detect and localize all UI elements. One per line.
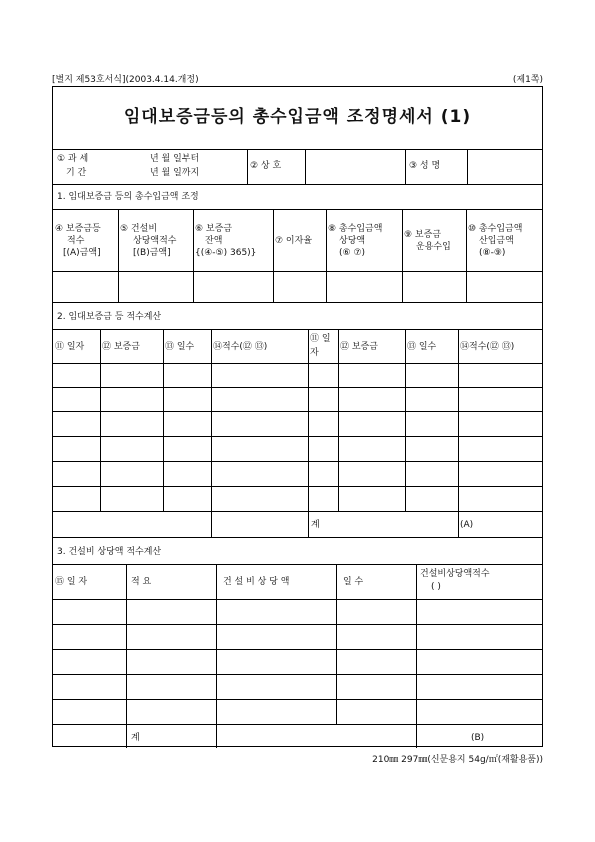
s2-date-header-right: ⑪ 일: [310, 334, 331, 344]
divider: [126, 564, 127, 748]
divider: [53, 271, 542, 272]
divider: [53, 436, 542, 437]
s2-date-header-right: 자: [310, 348, 319, 358]
col10-header: ⑩ 총수입금액: [468, 224, 523, 234]
period-label: 기 간: [66, 168, 87, 178]
s3-sum-header: 건설비상당액적수: [420, 569, 490, 579]
divider: [273, 209, 274, 302]
s3-desc-header: 적 요: [131, 577, 152, 587]
col4-header: 적수: [67, 236, 85, 246]
form-title: 임대보증금등의 총수입금액 조정명세서 (1): [123, 107, 472, 127]
s3-total-label: 계: [131, 733, 140, 743]
col6-header: {(④-⑤) 365)}: [195, 248, 257, 258]
col6-header: ⑥ 보증금: [195, 224, 233, 234]
col9-header: ⑨ 보증금: [404, 230, 442, 240]
divider: [53, 209, 542, 210]
col8-header: (⑥ ⑦): [339, 248, 366, 258]
section3-title: 3. 건설비 상당액 적수계산: [57, 547, 162, 557]
divider: [53, 363, 542, 364]
divider: [467, 149, 468, 184]
divider: [405, 149, 406, 184]
divider: [163, 329, 164, 511]
divider: [53, 302, 542, 303]
col4-header: [(A)금액]: [63, 248, 101, 258]
form-number: [별지 제53호서식](2003.4.14.개정): [52, 75, 199, 85]
col4-header: ④ 보증금등: [55, 224, 101, 234]
name-label: ③ 성 명: [409, 161, 441, 171]
col6-header: 잔액: [205, 236, 223, 246]
divider: [338, 329, 339, 511]
divider: [118, 209, 119, 302]
section2-title: 2. 임대보증금 등 적수계산: [57, 312, 162, 322]
s3-total-value: (B): [471, 733, 485, 743]
divider: [458, 329, 459, 537]
period-to[interactable]: 년 월 일까지: [150, 168, 200, 178]
s3-sum-header: ( ): [431, 582, 441, 592]
divider: [53, 387, 542, 388]
divider: [402, 209, 403, 302]
s2-deposit-header-right: ⑫ 보증금: [340, 342, 378, 352]
divider: [53, 329, 542, 330]
col8-header: ⑧ 총수입금액: [328, 224, 383, 234]
s3-days-header: 일 수: [343, 577, 364, 587]
s2-total-value: (A): [460, 520, 474, 530]
s3-amount-header: 건 설 비 상 당 액: [223, 577, 290, 587]
divider: [53, 184, 542, 185]
divider: [211, 329, 212, 537]
divider: [326, 209, 327, 302]
s2-days-header: ⑬ 일수: [165, 342, 195, 352]
section1-title: 1. 임대보증금 등의 총수입금액 조정: [57, 192, 199, 202]
col10-header: 산입금액: [479, 236, 514, 246]
divider: [53, 461, 542, 462]
s2-days-header-right: ⑬ 일수: [407, 342, 437, 352]
divider: [405, 329, 406, 511]
divider: [216, 564, 217, 748]
paper-spec: 210㎜ 297㎜(신문용지 54g/㎡(재활용품)): [372, 755, 543, 765]
col7-header: ⑦ 이자율: [275, 236, 313, 246]
col5-header: [(B)금액]: [133, 248, 171, 258]
col5-header: 상당액적수: [133, 236, 177, 246]
company-label: ② 상 호: [250, 161, 282, 171]
col5-header: ⑤ 건설비: [120, 224, 158, 234]
divider: [336, 564, 337, 724]
s2-total-label: 계: [311, 520, 320, 530]
divider: [53, 537, 542, 538]
form-frame: [52, 86, 543, 747]
divider: [53, 149, 542, 150]
divider: [100, 329, 101, 511]
s2-product-header-right: ⑭적수(⑫ ⑬): [460, 342, 515, 352]
s3-date-header: ⑮ 일 자: [55, 577, 88, 587]
divider: [308, 329, 309, 537]
divider: [53, 486, 542, 487]
period-label: ① 과 세: [57, 154, 89, 164]
col9-header: 운용수입: [416, 242, 451, 252]
divider: [466, 209, 467, 302]
divider: [305, 149, 306, 184]
col10-header: (⑧-⑨): [479, 248, 506, 258]
divider: [53, 411, 542, 412]
s2-date-header: ⑪ 일자: [55, 342, 85, 352]
divider: [53, 511, 542, 512]
page-label: (제1쪽): [512, 75, 543, 85]
divider: [193, 209, 194, 302]
col8-header: 상당액: [339, 236, 366, 246]
s2-product-header: ⑭적수(⑫ ⑬): [213, 342, 268, 352]
s2-deposit-header: ⑫ 보증금: [102, 342, 140, 352]
divider: [247, 149, 248, 184]
divider: [416, 564, 417, 748]
period-from[interactable]: 년 월 일부터: [150, 154, 200, 164]
